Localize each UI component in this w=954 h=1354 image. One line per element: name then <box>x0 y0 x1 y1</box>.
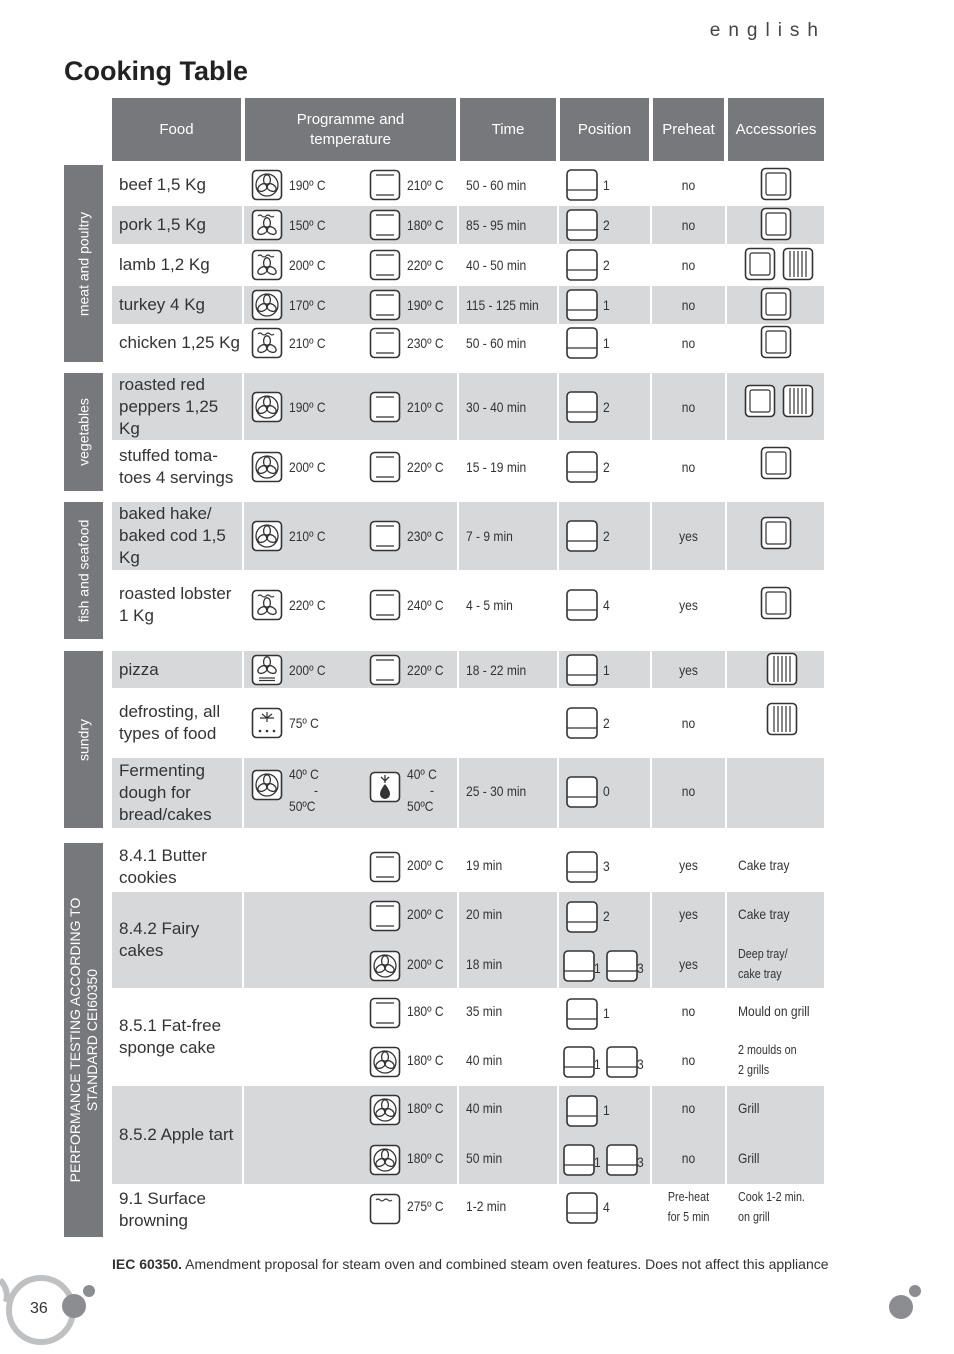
position-value-a: 1 <box>594 1056 601 1072</box>
fan-oven-icon <box>369 1046 401 1078</box>
temperature-2-alt: 180º C <box>407 1052 444 1068</box>
accessory-text-alt-a: Deep tray/ <box>738 947 788 961</box>
time-value: 30 - 40 min <box>466 398 527 415</box>
static-oven-icon <box>369 451 401 483</box>
column-divider <box>650 690 652 756</box>
preheat-value-alt: yes <box>679 956 698 972</box>
column-divider <box>650 246 652 284</box>
preheat-value: yes <box>679 661 698 678</box>
shelf-icon <box>565 390 599 424</box>
temperature-2: 240º C <box>407 597 444 613</box>
position-value-b: 3 <box>637 1056 644 1072</box>
column-divider <box>242 892 244 988</box>
column-divider <box>650 502 652 570</box>
header-programme: Programme and temperature <box>245 98 456 161</box>
column-divider <box>457 690 459 756</box>
tray-icon <box>744 384 776 418</box>
column-divider <box>242 246 244 284</box>
column-divider <box>457 442 459 492</box>
static-oven-icon <box>369 520 401 552</box>
column-divider <box>725 246 727 284</box>
column-divider <box>650 758 652 828</box>
grill-icon <box>782 384 814 418</box>
corner-dots-decoration <box>880 1280 930 1330</box>
preheat-value: no <box>681 1100 696 1116</box>
preheat-value: no <box>681 715 696 731</box>
column-divider <box>725 442 727 492</box>
shelf-icon <box>562 1045 596 1079</box>
tray-icon <box>760 167 792 201</box>
column-divider <box>557 651 559 688</box>
position-value-a: 1 <box>594 1154 601 1170</box>
section-veg-band: vegetables <box>64 373 103 491</box>
column-divider <box>725 843 727 891</box>
grill-icon <box>782 247 814 281</box>
time-value: 40 - 50 min <box>466 257 527 273</box>
column-divider <box>242 502 244 570</box>
time-value-alt: 18 min <box>466 956 503 972</box>
column-divider <box>650 166 652 204</box>
temperature-1: 220º C <box>289 597 326 613</box>
temperature-1-dash: - <box>314 782 319 798</box>
column-divider <box>725 1184 727 1236</box>
temperature-2: 40º C <box>407 766 437 782</box>
temperature-2: 180º C <box>407 1100 444 1116</box>
position-value: 4 <box>603 1199 610 1215</box>
shelf-icon <box>565 248 599 282</box>
header-time: Time <box>460 98 556 161</box>
time-value: 18 - 22 min <box>466 661 527 678</box>
shelf-icon <box>565 653 599 687</box>
static-oven-icon <box>369 997 401 1029</box>
temperature-1: 210º C <box>289 335 326 351</box>
position-value-b: 3 <box>637 1154 644 1170</box>
position-value: 1 <box>603 1005 610 1021</box>
column-divider <box>457 206 459 244</box>
accessory-text: Cake tray <box>738 906 790 922</box>
food-label: 8.5.1 Fat-free sponge cake <box>119 1016 222 1057</box>
temperature-1: 200º C <box>289 459 326 475</box>
tray-icon <box>744 247 776 281</box>
temperature-2-max: 50ºC <box>407 798 434 814</box>
column-divider <box>242 206 244 244</box>
accessory-text-alt-b: cake tray <box>738 967 782 981</box>
preheat-value: yes <box>679 597 698 613</box>
time-value: 7 - 9 min <box>466 528 513 544</box>
column-divider <box>557 690 559 756</box>
accessory-text-b: on grill <box>738 1210 770 1224</box>
column-divider <box>725 166 727 204</box>
column-divider <box>242 286 244 324</box>
temperature-2: 210º C <box>407 177 444 193</box>
shelf-icon <box>562 949 596 983</box>
temperature-2-alt: 180º C <box>407 1150 444 1166</box>
top-fan-oven-icon <box>251 327 283 359</box>
defrost-icon <box>251 707 283 739</box>
time-value: 4 - 5 min <box>466 597 513 613</box>
fan-oven-icon <box>251 391 283 423</box>
preheat-value-alt: no <box>681 1150 696 1166</box>
column-divider <box>557 502 559 570</box>
column-divider <box>650 988 652 1086</box>
time-value: 40 min <box>466 1100 503 1116</box>
column-divider <box>557 442 559 492</box>
position-value: 2 <box>603 908 610 924</box>
position-value: 2 <box>603 257 610 273</box>
temperature-1: 150º C <box>289 217 326 233</box>
food-label: Fermenting dough for bread/cakes <box>119 761 212 824</box>
column-divider <box>650 892 652 988</box>
preheat-value-b: for 5 min <box>667 1210 710 1224</box>
preheat-value-alt: no <box>681 1052 696 1068</box>
section-fish-band: fish and seafood <box>64 502 103 639</box>
preheat-value: no <box>681 335 696 351</box>
fan-oven-icon <box>251 520 283 552</box>
section-perf-band: PERFORMANCE TESTING ACCORDING TO STANDARD CEI60350 <box>64 843 103 1237</box>
position-value: 4 <box>603 597 610 613</box>
static-oven-icon <box>369 289 401 321</box>
food-label: pork 1,5 Kg <box>119 215 206 234</box>
column-divider <box>725 571 727 639</box>
food-label: beef 1,5 Kg <box>119 175 206 194</box>
shelf-icon <box>565 168 599 202</box>
shelf-icon <box>565 997 599 1031</box>
tray-icon <box>760 516 792 550</box>
position-value: 0 <box>603 783 610 799</box>
static-oven-icon <box>369 209 401 241</box>
preheat-value: no <box>681 783 696 799</box>
column-divider <box>725 286 727 324</box>
temperature-1: 190º C <box>289 398 326 415</box>
column-divider <box>457 758 459 828</box>
position-value: 1 <box>603 177 610 193</box>
section-sundry-band: sundry <box>64 651 103 828</box>
temperature-2: 220º C <box>407 661 444 678</box>
column-divider <box>457 166 459 204</box>
food-label: roasted lobster 1 Kg <box>119 584 232 625</box>
static-oven-icon <box>369 169 401 201</box>
column-divider <box>457 324 459 362</box>
column-divider <box>457 1184 459 1236</box>
food-label: stuffed toma-toes 4 servings <box>119 446 234 487</box>
static-oven-icon <box>369 327 401 359</box>
page-number: 36 <box>30 1300 48 1317</box>
preheat-value: no <box>681 297 696 313</box>
temperature-2: 210º C <box>407 398 444 415</box>
grill-icon <box>766 702 798 736</box>
food-label: defrosting, all types of food <box>119 702 221 743</box>
column-divider <box>725 988 727 1086</box>
header-position: Position <box>560 98 649 161</box>
top-fan-oven-icon <box>251 249 283 281</box>
column-divider <box>650 843 652 891</box>
static-oven-icon <box>369 851 401 883</box>
food-label: pizza <box>119 659 159 679</box>
time-value: 15 - 19 min <box>466 459 527 475</box>
column-divider <box>242 373 244 440</box>
temperature-2: 190º C <box>407 297 444 313</box>
temperature-2-alt: 200º C <box>407 956 444 972</box>
column-divider <box>650 324 652 362</box>
column-divider <box>457 988 459 1086</box>
page-title: Cooking Table <box>64 56 249 86</box>
position-value: 2 <box>603 459 610 475</box>
static-oven-icon <box>369 589 401 621</box>
footnote: IEC 60350. Amendment proposal for steam oven and combined steam oven features. Does not affect this appliance <box>112 1256 829 1272</box>
tray-icon <box>760 287 792 321</box>
food-label: 8.4.1 Butter cookies <box>119 846 207 887</box>
column-divider <box>242 1086 244 1184</box>
temperature-2: 230º C <box>407 528 444 544</box>
column-divider <box>242 651 244 688</box>
column-divider <box>725 206 727 244</box>
shelf-icon <box>562 1143 596 1177</box>
fan-oven-icon <box>369 1144 401 1176</box>
column-divider <box>725 758 727 828</box>
temperature-2-dash: - <box>430 782 435 798</box>
shelf-icon <box>565 1094 599 1128</box>
column-divider <box>557 1086 559 1184</box>
food-label: baked hake/ baked cod 1,5 Kg <box>119 504 226 567</box>
column-divider <box>457 892 459 988</box>
position-value: 1 <box>603 335 610 351</box>
time-value-alt: 40 min <box>466 1052 503 1068</box>
shelf-icon <box>565 450 599 484</box>
column-divider <box>557 843 559 891</box>
column-divider <box>725 690 727 756</box>
temperature-2: 200º C <box>407 857 444 873</box>
column-divider <box>725 502 727 570</box>
shelf-icon <box>605 949 639 983</box>
static-oven-icon <box>369 249 401 281</box>
column-divider <box>725 324 727 362</box>
fan-oven-icon <box>251 769 283 801</box>
column-divider <box>557 286 559 324</box>
food-label: chicken 1,25 Kg <box>119 333 240 352</box>
column-divider <box>457 373 459 440</box>
accessory-text: Mould on grill <box>738 1003 810 1019</box>
time-value: 20 min <box>466 906 503 922</box>
temperature-1: 170º C <box>289 297 326 313</box>
temperature-2: 275º C <box>407 1198 444 1214</box>
column-divider <box>650 1184 652 1236</box>
column-divider <box>242 324 244 362</box>
food-label: 8.5.2 Apple tart <box>119 1125 234 1144</box>
tray-icon <box>760 586 792 620</box>
shelf-icon <box>565 1191 599 1225</box>
food-label: 8.4.2 Fairy cakes <box>119 919 200 960</box>
preheat-value: no <box>681 459 696 475</box>
preheat-value: no <box>681 177 696 193</box>
preheat-value-a: Pre-heat <box>667 1190 710 1204</box>
accessory-text: Cake tray <box>738 857 790 873</box>
column-divider <box>242 690 244 756</box>
shelf-icon <box>565 588 599 622</box>
section-meat-band: meat and poultry <box>64 165 103 362</box>
time-value: 50 - 60 min <box>466 335 527 351</box>
column-divider <box>457 286 459 324</box>
shelf-icon <box>565 326 599 360</box>
position-value: 1 <box>603 661 610 678</box>
column-divider <box>650 1086 652 1184</box>
temperature-2: 180º C <box>407 217 444 233</box>
time-value: 35 min <box>466 1003 503 1019</box>
static-oven-icon <box>369 654 401 686</box>
language-label: english <box>709 20 826 41</box>
column-divider <box>242 166 244 204</box>
position-value: 1 <box>603 1102 610 1118</box>
column-divider <box>557 758 559 828</box>
column-divider <box>557 206 559 244</box>
fan-oven-icon <box>369 1094 401 1126</box>
grill-icon <box>766 652 798 686</box>
temperature-1: 210º C <box>289 528 326 544</box>
column-divider <box>242 988 244 1086</box>
column-divider <box>242 442 244 492</box>
column-divider <box>650 286 652 324</box>
preheat-value: no <box>681 217 696 233</box>
temperature-1: 200º C <box>289 661 326 678</box>
column-divider <box>650 571 652 639</box>
food-label: turkey 4 Kg <box>119 295 205 314</box>
column-divider <box>725 651 727 688</box>
top-fan-oven-icon <box>251 589 283 621</box>
column-divider <box>725 892 727 988</box>
shelf-icon <box>605 1045 639 1079</box>
column-divider <box>557 892 559 988</box>
shelf-icon <box>565 775 599 809</box>
temperature-1: 40º C <box>289 766 319 782</box>
time-value: 25 - 30 min <box>466 783 527 799</box>
fan-oven-icon <box>251 169 283 201</box>
fan-oven-icon <box>369 950 401 982</box>
position-value: 2 <box>603 715 610 731</box>
temperature-1: 200º C <box>289 257 326 273</box>
time-value-alt: 50 min <box>466 1150 503 1166</box>
fan-oven-icon <box>251 451 283 483</box>
header-accessories: Accessories <box>728 98 824 161</box>
tray-icon <box>760 446 792 480</box>
accessory-text-alt: Grill <box>738 1150 760 1166</box>
temperature-2: 220º C <box>407 459 444 475</box>
header-food: Food <box>112 98 241 161</box>
column-divider <box>557 324 559 362</box>
column-divider <box>650 442 652 492</box>
position-value: 2 <box>603 217 610 233</box>
column-divider <box>650 651 652 688</box>
time-value: 85 - 95 min <box>466 217 527 233</box>
page-decoration <box>0 1262 110 1354</box>
time-value: 50 - 60 min <box>466 177 527 193</box>
shelf-icon <box>605 1143 639 1177</box>
shelf-icon <box>565 900 599 934</box>
position-value-b: 3 <box>637 960 644 976</box>
temperature-2: 180º C <box>407 1003 444 1019</box>
column-divider <box>725 1086 727 1184</box>
temperature-2: 200º C <box>407 906 444 922</box>
food-label: 9.1 Surface browning <box>119 1189 206 1230</box>
time-value: 19 min <box>466 857 503 873</box>
column-divider <box>457 1086 459 1184</box>
fermenting-icon <box>369 771 401 803</box>
position-value: 2 <box>603 398 610 415</box>
shelf-icon <box>565 850 599 884</box>
fan-oven-icon <box>251 289 283 321</box>
position-value: 2 <box>603 528 610 544</box>
shelf-icon <box>565 208 599 242</box>
accessory-text-a: Cook 1-2 min. <box>738 1190 805 1204</box>
header-preheat: Preheat <box>653 98 724 161</box>
column-divider <box>242 1184 244 1236</box>
column-divider <box>457 571 459 639</box>
time-value: 1-2 min <box>466 1198 507 1214</box>
column-divider <box>725 373 727 440</box>
time-value: 115 - 125 min <box>466 297 539 313</box>
position-value: 1 <box>603 297 610 313</box>
top-fan-oven-icon <box>251 209 283 241</box>
column-divider <box>557 166 559 204</box>
static-oven-icon <box>369 391 401 423</box>
shelf-icon <box>565 288 599 322</box>
position-value: 3 <box>603 858 610 874</box>
preheat-value: no <box>681 1003 696 1019</box>
column-divider <box>557 246 559 284</box>
preheat-value: yes <box>679 857 698 873</box>
column-divider <box>457 843 459 891</box>
column-divider <box>457 651 459 688</box>
food-label: roasted red peppers 1,25 Kg <box>119 374 219 438</box>
bottom-fan-oven-icon <box>251 654 283 686</box>
column-divider <box>242 758 244 828</box>
static-oven-icon <box>369 900 401 932</box>
food-label: lamb 1,2 Kg <box>119 255 210 274</box>
column-divider <box>457 502 459 570</box>
preheat-value: no <box>681 257 696 273</box>
temperature-2: 230º C <box>407 335 444 351</box>
column-divider <box>557 988 559 1086</box>
position-value-a: 1 <box>594 960 601 976</box>
temperature-2: 220º C <box>407 257 444 273</box>
column-divider <box>557 1184 559 1236</box>
column-divider <box>242 843 244 891</box>
accessory-text-alt-a: 2 moulds on <box>738 1043 797 1057</box>
column-divider <box>650 373 652 440</box>
accessory-text: Grill <box>738 1100 760 1116</box>
column-divider <box>457 246 459 284</box>
column-divider <box>650 206 652 244</box>
column-divider <box>557 373 559 440</box>
temperature-1: 75º C <box>289 715 319 731</box>
shelf-icon <box>565 706 599 740</box>
grill-oven-icon <box>369 1193 401 1225</box>
preheat-value: no <box>681 398 696 415</box>
accessory-text-alt-b: 2 grills <box>738 1063 770 1077</box>
tray-icon <box>760 325 792 359</box>
preheat-value: yes <box>679 906 698 922</box>
temperature-1: 190º C <box>289 177 326 193</box>
temperature-1-max: 50ºC <box>289 798 316 814</box>
column-divider <box>557 571 559 639</box>
tray-icon <box>760 207 792 241</box>
shelf-icon <box>565 519 599 553</box>
column-divider <box>242 571 244 639</box>
preheat-value: yes <box>679 528 698 544</box>
